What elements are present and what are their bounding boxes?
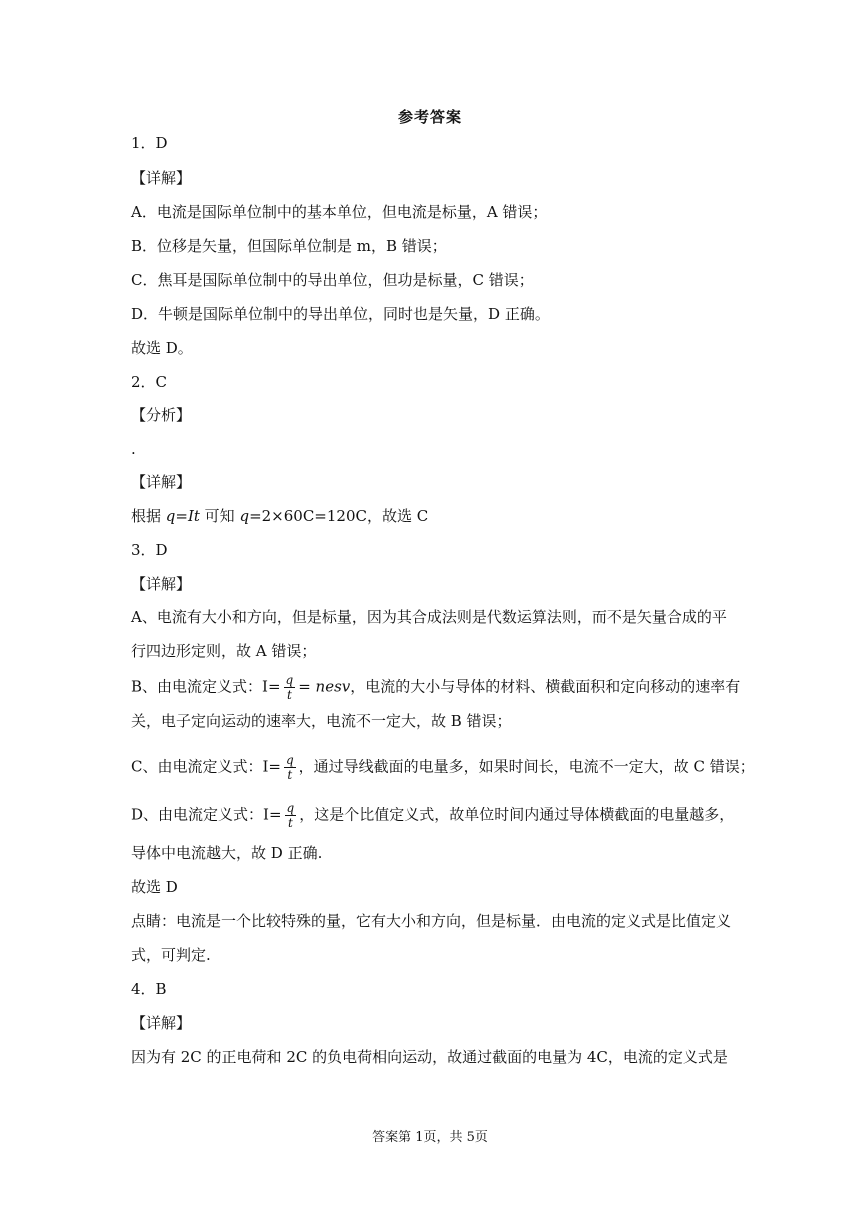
- q3-detail-heading: 【详解】: [131, 575, 192, 593]
- q3-comment-line2: 式，可判定.: [131, 946, 211, 964]
- q2-answer: 2．C: [131, 373, 168, 391]
- q3-option-b-line2: 关，电子定向运动的速率大，电流不一定大，故 B 错误；: [131, 712, 512, 730]
- q3-option-a-line1: A、电流有大小和方向，但是标量，因为其合成法则是代数运算法则，而不是矢量合成的平: [131, 608, 727, 626]
- q3-conclusion: 故选 D: [131, 878, 178, 896]
- q1-option-b: B．位移是矢量，但国际单位制是 m，B 错误；: [131, 237, 447, 255]
- q4-answer: 4．B: [131, 980, 167, 998]
- q3-option-a-line2: 行四边形定则，故 A 错误；: [131, 642, 317, 660]
- q4-detail-heading: 【详解】: [131, 1014, 192, 1032]
- q3-comment-line1: 点睛：电流是一个比较特殊的量，它有大小和方向，但是标量．由电流的定义式是比值定义: [131, 912, 732, 930]
- q2-detail-text: 根据 q=It 可知 q=2×60C=120C，故选 C: [131, 507, 429, 525]
- q3-option-c: C、由电流定义式：I= $\frac{q}{t}$ ，通过导线截面的电量多，如果时间长，电流不一定大，故 C 错误；: [131, 753, 755, 782]
- q1-detail-heading: 【详解】: [131, 169, 192, 187]
- q3-option-d-line2: 导体中电流越大，故 D 正确.: [131, 844, 323, 862]
- fraction-q-over-t: $\frac{q}{t}$: [285, 673, 294, 702]
- q3-option-d-line1: D、由电流定义式：I= $\frac{q}{t}$ ，这是个比值定义式，故单位时间内通过导体横截面的电量越多，: [131, 801, 735, 830]
- q4-detail-line1: 因为有 2C 的正电荷和 2C 的负电荷相向运动，故通过截面的电量为 4C，电流的定义式是: [131, 1048, 728, 1066]
- q1-answer: 1．D: [131, 134, 168, 152]
- q3-option-b-line1: B、由电流定义式：I= $\frac{q}{t}$ = nesv，电流的大小与导体的材料、横截面积和定向移动的速率有: [131, 673, 741, 702]
- fraction-q-over-t: $\frac{q}{t}$: [286, 801, 295, 830]
- q1-conclusion: 故选 D。: [131, 339, 193, 357]
- q3-answer: 3．D: [131, 541, 168, 559]
- page-footer: 答案第 1页，共 5页: [372, 1130, 488, 1145]
- q2-analysis-text: .: [131, 440, 136, 458]
- q1-option-c: C．焦耳是国际单位制中的导出单位，但功是标量，C 错误；: [131, 271, 534, 289]
- q2-analysis-heading: 【分析】: [131, 406, 192, 424]
- page-title: 参考答案: [397, 108, 462, 126]
- q1-option-a: A．电流是国际单位制中的基本单位，但电流是标量，A 错误；: [131, 203, 548, 221]
- q1-option-d: D．牛顿是国际单位制中的导出单位，同时也是矢量，D 正确。: [131, 305, 550, 323]
- q2-detail-heading: 【详解】: [131, 473, 192, 491]
- fraction-q-over-t: $\frac{q}{t}$: [285, 753, 294, 782]
